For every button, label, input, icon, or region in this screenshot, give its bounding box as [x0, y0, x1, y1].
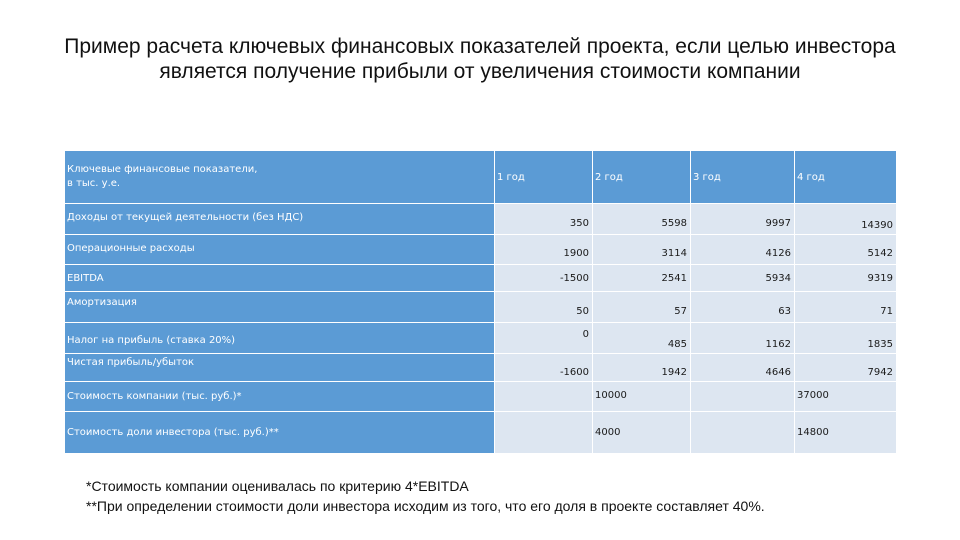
value-text: 485: [667, 339, 687, 350]
value-text: 3114: [661, 248, 687, 259]
value-text: 14390: [861, 220, 893, 231]
value-cell: [795, 323, 897, 354]
financial-indicators-table: [64, 150, 897, 454]
value-text: 1162: [765, 339, 791, 350]
summary-value-end: 37000: [795, 382, 897, 412]
header-label-line-1: Ключевые финансовые показатели,: [67, 164, 258, 175]
value-cell: [691, 204, 795, 235]
value-cell: [795, 265, 897, 292]
slide-title: [40, 34, 920, 84]
value-cell: [495, 292, 593, 323]
summary-value-start: 4000: [593, 412, 691, 454]
value-cell: [593, 265, 691, 292]
value-text: 4646: [765, 367, 791, 378]
value-text: -1600: [559, 367, 589, 378]
footnotes: [86, 476, 765, 516]
value-text: 57: [674, 306, 687, 317]
value-text: 1900: [563, 248, 589, 259]
value-cell: [593, 204, 691, 235]
header-year-3: 3 год: [691, 151, 795, 204]
value-text: 2541: [661, 272, 687, 284]
value-text: 1835: [867, 339, 893, 350]
value-cell: [593, 323, 691, 354]
title-line-1: Пример расчета ключевых финансовых показателей проекта, если целью инвестора: [64, 35, 896, 58]
summary-value-end: 14800: [795, 412, 897, 454]
summary-row: [65, 412, 897, 454]
summary-row: [65, 382, 897, 412]
value-cell: [795, 204, 897, 235]
header-year-2: 2 год: [593, 151, 691, 204]
value-cell: [795, 354, 897, 382]
value-cell: [495, 265, 593, 292]
value-cell: [495, 235, 593, 265]
summary-label: Стоимость компании (тыс. руб.)*: [65, 382, 495, 412]
value-cell: [691, 265, 795, 292]
header-year-1: 1 год: [495, 151, 593, 204]
row-label: Чистая прибыль/убыток: [65, 354, 495, 382]
value-cell: [795, 292, 897, 323]
table-row: [65, 292, 897, 323]
summary-label: Стоимость доли инвестора (тыс. руб.)**: [65, 412, 495, 454]
value-text: 4126: [765, 248, 791, 259]
value-text: 71: [880, 306, 893, 317]
value-text: 350: [569, 218, 589, 229]
empty-cell: [495, 412, 593, 454]
footnote-investor-share: **При определении стоимости доли инвестора исходим из того, что его доля в проекте составляет 40%.: [86, 498, 765, 514]
value-cell: [691, 354, 795, 382]
value-cell: [691, 323, 795, 354]
empty-cell: [495, 382, 593, 412]
value-text: 5934: [765, 272, 791, 284]
value-cell: [593, 354, 691, 382]
row-label: Доходы от текущей деятельности (без НДС): [65, 204, 495, 235]
value-text: -1500: [559, 272, 589, 284]
header-year-4: 4 год: [795, 151, 897, 204]
value-text: 5142: [867, 248, 893, 259]
value-cell: [795, 235, 897, 265]
table-row: [65, 323, 897, 354]
row-label: Операционные расходы: [65, 235, 495, 265]
value-cell: [495, 354, 593, 382]
table-row: [65, 265, 897, 292]
value-text: 63: [778, 306, 791, 317]
value-text: 1942: [661, 367, 687, 378]
value-text: 50: [576, 306, 589, 317]
row-label: Амортизация: [65, 292, 495, 323]
value-text: 5598: [661, 218, 687, 229]
value-text: 7942: [867, 367, 893, 378]
value-cell: [495, 323, 593, 354]
value-cell: [593, 292, 691, 323]
header-label-cell: [65, 151, 495, 204]
summary-value-start: 10000: [593, 382, 691, 412]
value-cell: [691, 235, 795, 265]
row-label: Налог на прибыль (ставка 20%): [65, 323, 495, 354]
table-header-row: [65, 151, 897, 204]
row-label: EBITDA: [65, 265, 495, 292]
value-text: 0: [582, 329, 589, 340]
value-cell: [495, 204, 593, 235]
empty-cell: [691, 382, 795, 412]
table-row: [65, 354, 897, 382]
footnote-company-value: *Стоимость компании оценивалась по критерию 4*EBITDA: [86, 478, 469, 494]
title-line-2: является получение прибыли от увеличения стоимости компании: [159, 60, 801, 83]
table-row: [65, 204, 897, 235]
value-cell: [593, 235, 691, 265]
empty-cell: [691, 412, 795, 454]
table-row: [65, 235, 897, 265]
header-label-line-2: в тыс. у.е.: [67, 178, 121, 189]
value-cell: [691, 292, 795, 323]
value-text: 9997: [765, 218, 791, 229]
value-text: 9319: [867, 272, 893, 284]
